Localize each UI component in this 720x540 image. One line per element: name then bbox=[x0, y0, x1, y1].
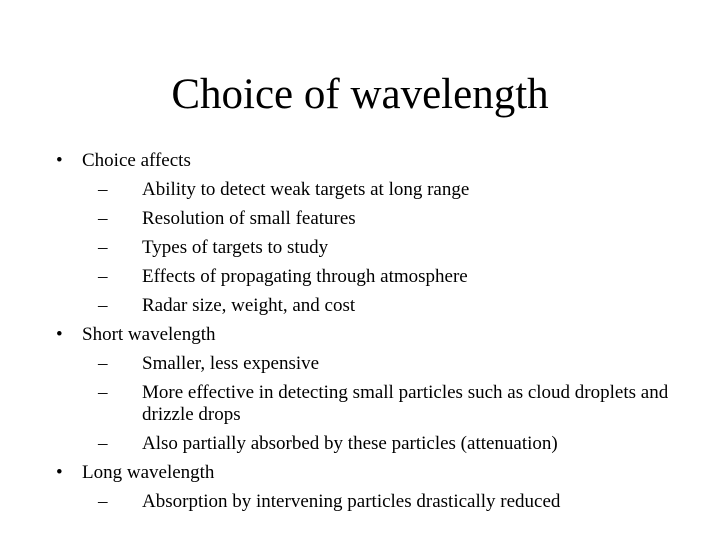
dash-icon: – bbox=[98, 208, 108, 229]
sub-list bbox=[82, 175, 684, 320]
sub-item-text: Effects of propagating through atmosphere bbox=[142, 266, 468, 287]
sub-item bbox=[82, 204, 684, 233]
sub-item-text: Radar size, weight, and cost bbox=[142, 295, 356, 316]
bullet-long-wavelength bbox=[54, 458, 684, 516]
sub-list bbox=[82, 487, 684, 516]
sub-item bbox=[82, 378, 684, 429]
dash-icon: – bbox=[98, 382, 108, 403]
sub-item bbox=[82, 291, 684, 320]
dash-icon: – bbox=[98, 491, 108, 512]
bullet-dot-icon: • bbox=[56, 324, 63, 345]
sub-item bbox=[82, 262, 684, 291]
bullet-choice-affects bbox=[54, 146, 684, 320]
dash-icon: – bbox=[98, 433, 108, 454]
sub-item bbox=[82, 175, 684, 204]
bullet-dot-icon: • bbox=[56, 150, 63, 171]
bullet-dot-icon: • bbox=[56, 462, 63, 483]
sub-item-text: More effective in detecting small particles such as cloud droplets and drizzle drops bbox=[142, 382, 669, 425]
dash-icon: – bbox=[98, 266, 108, 287]
sub-list bbox=[82, 349, 684, 458]
dash-icon: – bbox=[98, 179, 108, 200]
sub-item bbox=[82, 487, 684, 516]
bullet-text: Choice affects bbox=[82, 150, 191, 171]
sub-item bbox=[82, 349, 684, 378]
bullet-list bbox=[54, 146, 684, 516]
bullet-text: Long wavelength bbox=[82, 462, 215, 483]
dash-icon: – bbox=[98, 295, 108, 316]
sub-item-text: Also partially absorbed by these particles (attenuation) bbox=[142, 433, 558, 454]
sub-item-text: Smaller, less expensive bbox=[142, 353, 320, 374]
dash-icon: – bbox=[98, 353, 108, 374]
bullet-text: Short wavelength bbox=[82, 324, 216, 345]
slide-title: Choice of wavelength bbox=[171, 71, 549, 118]
slide-content bbox=[54, 146, 684, 516]
dash-icon: – bbox=[98, 237, 108, 258]
sub-item-text: Types of targets to study bbox=[142, 237, 329, 258]
sub-item-text: Ability to detect weak targets at long range bbox=[142, 179, 470, 200]
sub-item-text: Absorption by intervening particles drastically reduced bbox=[142, 491, 561, 512]
sub-item bbox=[82, 233, 684, 262]
bullet-short-wavelength bbox=[54, 320, 684, 458]
sub-item bbox=[82, 429, 684, 458]
sub-item-text: Resolution of small features bbox=[142, 208, 356, 229]
